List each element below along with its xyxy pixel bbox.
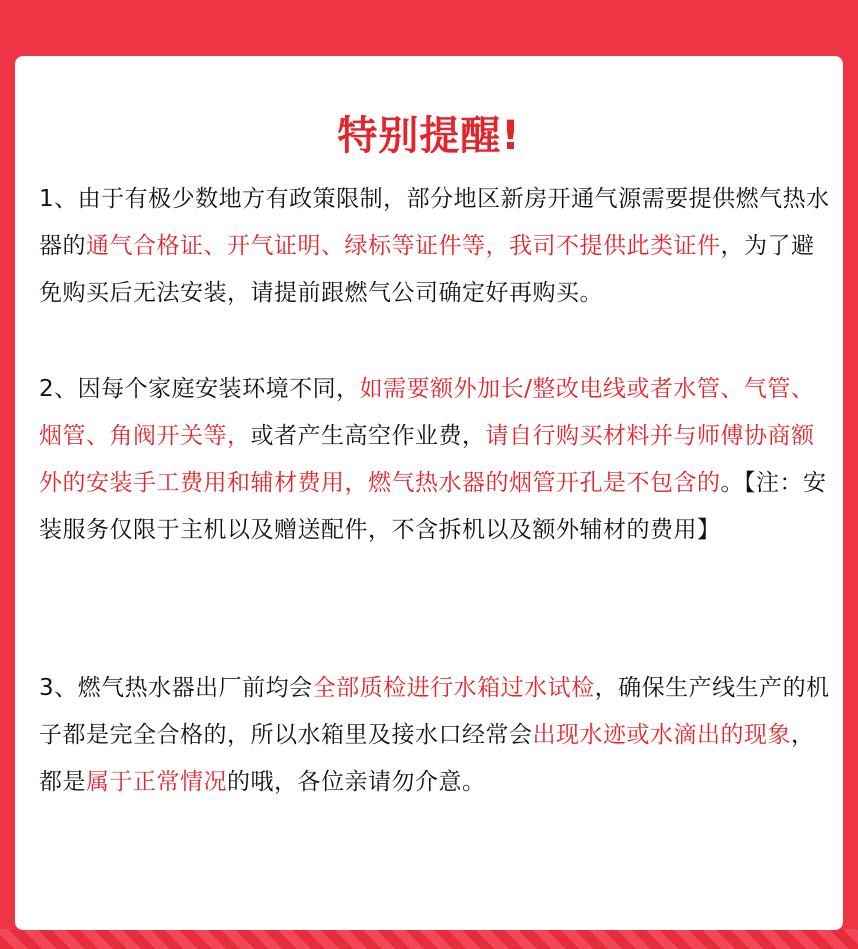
highlighted-segment: 请自行购买材料并与师傅协商额外的安装手工费用和辅材费用，燃气热水器的烟管开孔是不包含的 bbox=[39, 423, 815, 496]
paragraph-segment: 2、因每个家庭安装环境不同， bbox=[39, 376, 360, 402]
paragraph-segment: 。【注：安装服务仅限于主机以及赠送配件，不含拆机以及额外辅材的费用】 bbox=[39, 470, 827, 543]
highlighted-segment: 属于正常情况 bbox=[86, 769, 227, 795]
notice-card bbox=[15, 56, 843, 930]
decorative-bottom-band bbox=[0, 929, 858, 949]
highlighted-segment: 如需要额外加长/整改电线或者水管、气管、烟管、角阀开关等， bbox=[39, 376, 815, 449]
notice-title: 特别提醒! bbox=[337, 113, 521, 159]
notice-paragraph-3 bbox=[39, 665, 831, 806]
highlighted-segment: 出现水迹或水滴出的现象 bbox=[532, 722, 791, 748]
paragraph-segment: ，为了避免购买后无法安装，请提前跟燃气公司确定好再购买。 bbox=[39, 233, 815, 306]
paragraph-segment: 或者产生高空作业费， bbox=[250, 423, 486, 449]
paragraph-segment: 的哦，各位亲请勿介意。 bbox=[227, 769, 486, 795]
notice-paragraph-1 bbox=[39, 176, 831, 317]
paragraph-segment: 3、燃气热水器出厂前均会 bbox=[39, 675, 313, 701]
paragraph-segment: 1、由于有极少数地方有政策限制，部分地区新房开通气源需要提供燃气热水器的 bbox=[39, 186, 830, 259]
notice-paragraph-2 bbox=[39, 366, 831, 554]
highlighted-segment: 全部质检进行水箱过水试检 bbox=[312, 675, 595, 701]
paragraph-segment: ，确保生产线生产的机子都是完全合格的，所以水箱里及接水口经常会 bbox=[39, 675, 830, 748]
highlighted-segment: 通气合格证、开气证明、绿标等证件等，我司不提供此类证件 bbox=[86, 233, 721, 259]
paragraph-segment: ，都是 bbox=[39, 722, 815, 795]
